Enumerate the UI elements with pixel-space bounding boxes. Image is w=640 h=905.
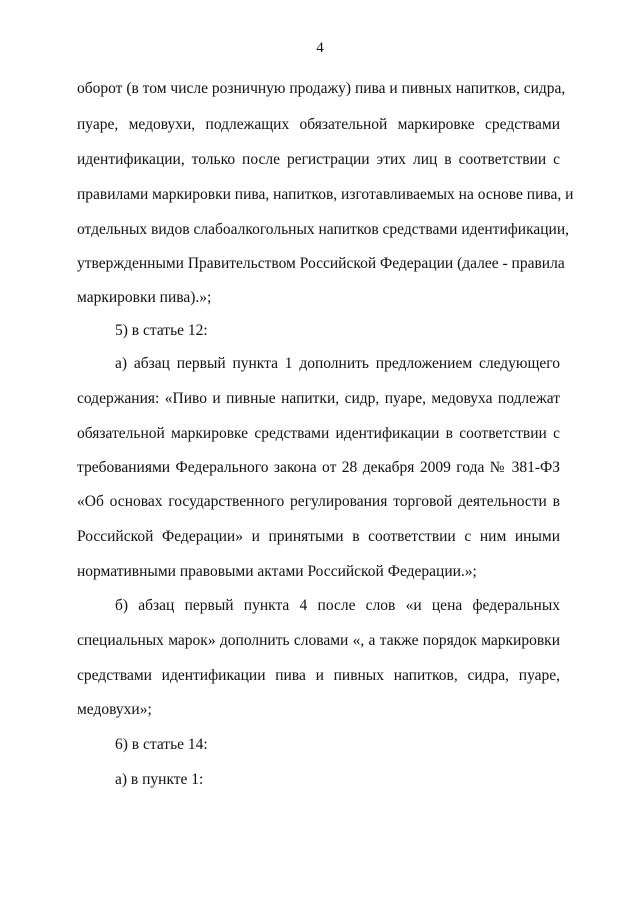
- text-line: 5) в статье 12:: [115, 322, 208, 339]
- text-line: «Об основах государственного регулирования торговой деятельности в: [77, 493, 560, 510]
- text-line: 6) в статье 14:: [115, 736, 208, 753]
- text-line: оборот (в том числе розничную продажу) пива и пивных напитков, сидра,: [77, 80, 566, 97]
- text-line: пуаре, медовухи, подлежащих обязательной маркировке средствами: [77, 116, 560, 133]
- text-line: медовухи»;: [77, 701, 152, 718]
- text-line: нормативными правовыми актами Российской Федерации.»;: [77, 563, 477, 580]
- text-line: правилами маркировки пива, напитков, изготавливаемых на основе пива, и: [77, 186, 574, 203]
- text-line: требованиями Федерального закона от 28 декабря 2009 года № 381-ФЗ: [77, 459, 560, 476]
- text-line: средствами идентификации пива и пивных напитков, сидра, пуаре,: [77, 667, 560, 684]
- text-line: маркировки пива).»;: [77, 289, 212, 306]
- text-line: Российской Федерации» и принятыми в соответствии с ним иными: [77, 528, 560, 545]
- text-line: утвержденными Правительством Российской Федерации (далее - правила: [77, 255, 565, 272]
- page-number: 4: [316, 40, 324, 56]
- text-line: идентификации, только после регистрации этих лиц в соответствии с: [77, 151, 560, 168]
- text-line: обязательной маркировке средствами идентификации в соответствии с: [77, 425, 560, 442]
- text-line: отдельных видов слабоалкогольных напитков средствами идентификации,: [77, 221, 570, 238]
- text-line: а) в пункте 1:: [115, 771, 204, 788]
- text-line: содержания: «Пиво и пивные напитки, сидр, пуаре, медовуха подлежат: [77, 390, 560, 407]
- text-line: б) абзац первый пункта 4 после слов «и цена федеральных: [115, 597, 560, 614]
- text-line: а) абзац первый пункта 1 дополнить предложением следующего: [115, 355, 560, 372]
- text-line: специальных марок» дополнить словами «, а также порядок маркировки: [77, 632, 560, 649]
